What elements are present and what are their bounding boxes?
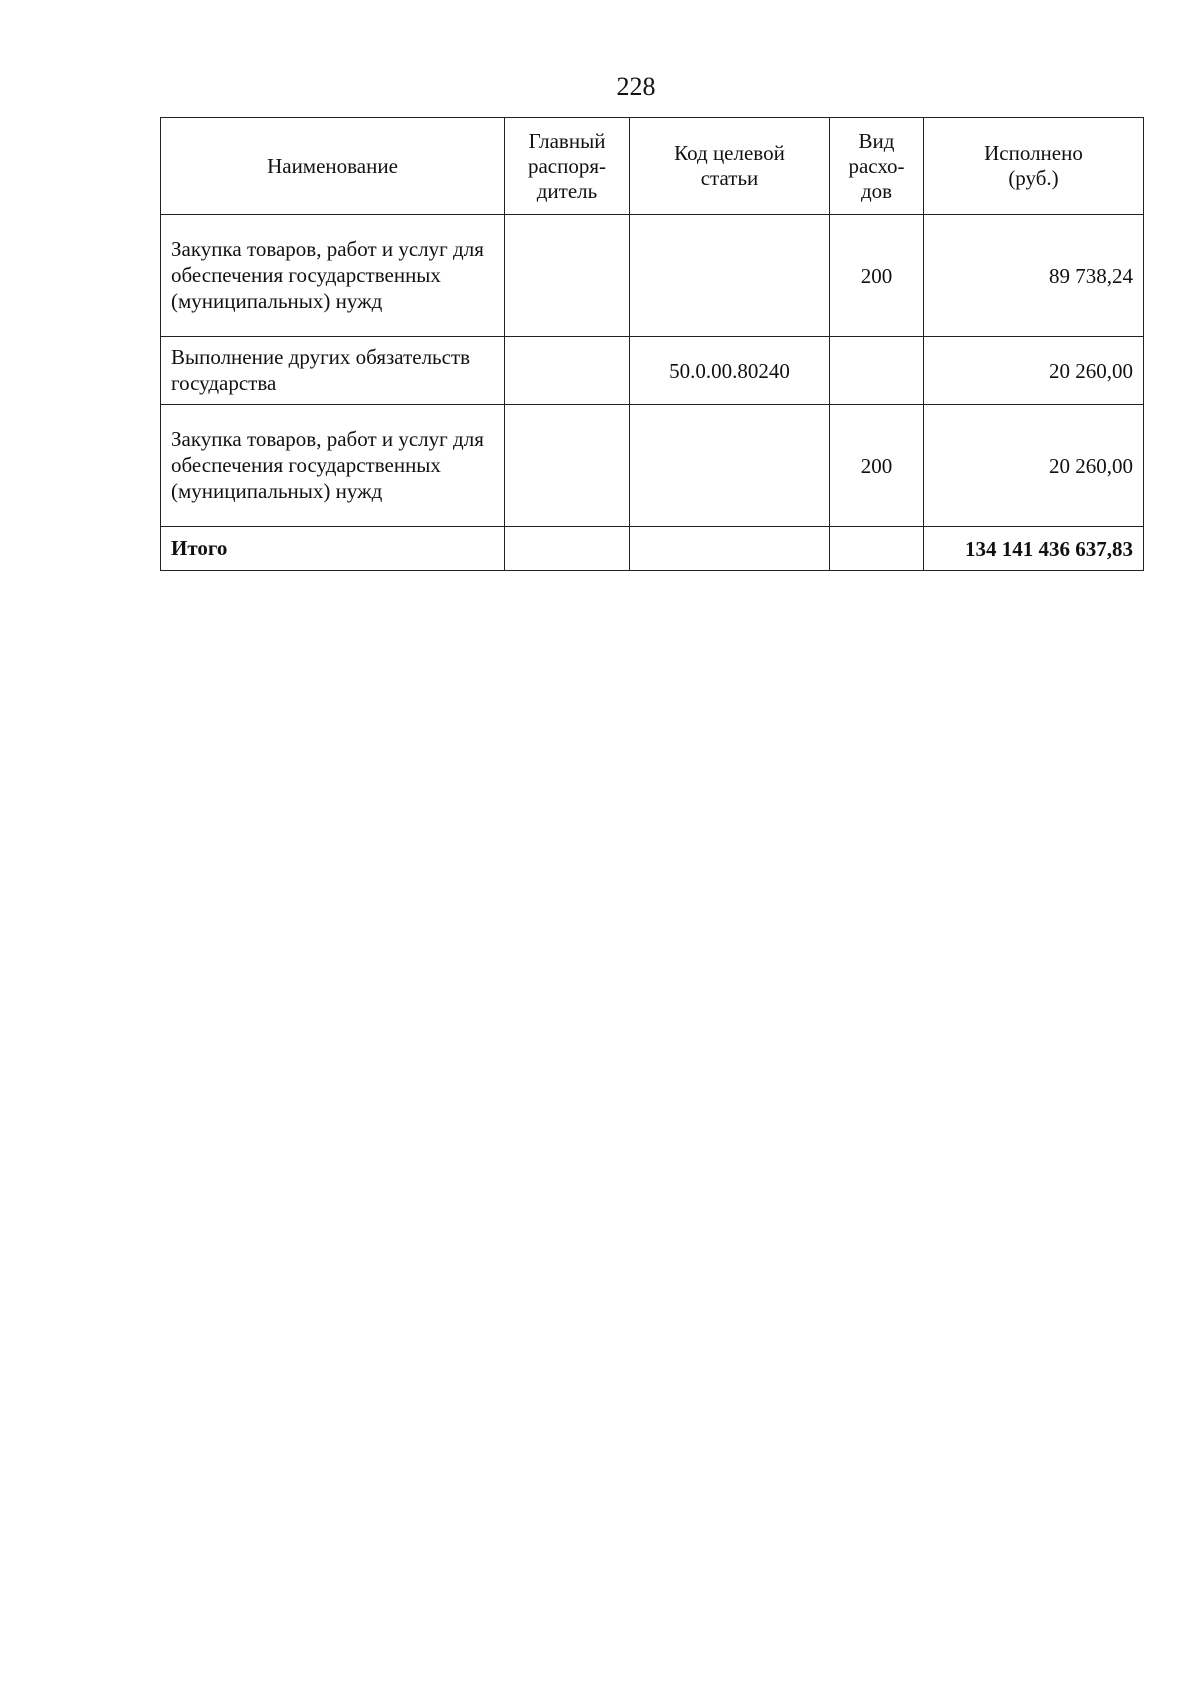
row-chief-manager-cell — [505, 405, 630, 527]
table-row — [161, 405, 1144, 527]
total-empty-cell — [630, 527, 830, 571]
expenditure-table — [160, 117, 1144, 571]
row-target-code-cell: 50.0.00.80240 — [630, 337, 830, 405]
header-name — [161, 118, 505, 215]
row-executed-cell: 20 260,00 — [924, 405, 1144, 527]
row-chief-manager-cell — [505, 215, 630, 337]
header-executed: Исполнено (руб.) — [924, 118, 1144, 215]
table-row — [161, 215, 1144, 337]
row-executed-cell: 20 260,00 — [924, 337, 1144, 405]
row-target-code-cell — [630, 215, 830, 337]
total-empty-cell — [830, 527, 924, 571]
row-chief-manager-cell — [505, 337, 630, 405]
total-empty-cell — [505, 527, 630, 571]
table-header-row — [161, 118, 1144, 215]
row-executed-cell: 89 738,24 — [924, 215, 1144, 337]
row-name-cell: Закупка товаров, работ и услуг для обеспечения государственных (муниципальных) нужд — [161, 405, 505, 527]
row-expense-type-cell — [830, 337, 924, 405]
header-chief-manager: Главный распоря- дитель — [505, 118, 630, 215]
header-name-label: Наименование — [267, 153, 398, 178]
row-expense-type-cell: 200 — [830, 215, 924, 337]
table-row — [161, 337, 1144, 405]
page-number: 228 — [616, 72, 656, 101]
row-target-code-cell — [630, 405, 830, 527]
header-target-code: Код целевой статьи — [630, 118, 830, 215]
header-expense-type: Вид расхо- дов — [830, 118, 924, 215]
total-row — [161, 527, 1144, 571]
row-expense-type-cell: 200 — [830, 405, 924, 527]
row-name-cell: Закупка товаров, работ и услуг для обеспечения государственных (муниципальных) нужд — [161, 215, 505, 337]
total-label: Итого — [161, 527, 505, 571]
row-name-cell: Выполнение других обязательств государства — [161, 337, 505, 405]
total-executed: 134 141 436 637,83 — [924, 527, 1144, 571]
